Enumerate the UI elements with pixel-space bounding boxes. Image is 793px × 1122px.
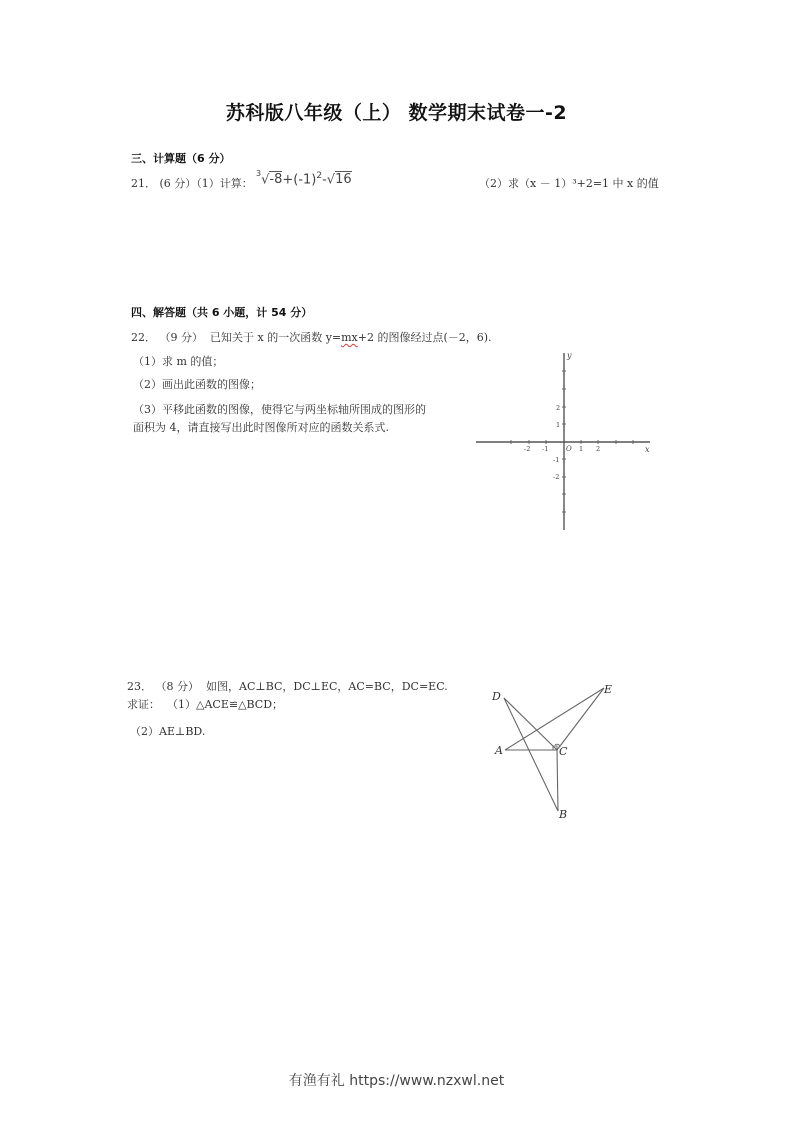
q22-part2: （2）画出此函数的图像； — [133, 378, 261, 391]
q22-stem-mx: mx — [341, 331, 358, 344]
y-axis-label: y — [567, 351, 572, 360]
geometry-figure — [480, 675, 630, 825]
segment-DC — [504, 698, 557, 750]
segment-AE — [505, 688, 604, 750]
point-D-label: D — [492, 690, 501, 703]
sqrt-radicand: 16 — [335, 172, 352, 188]
footer-watermark: 有渔有礼 https://www.nzxwl.net — [288, 1073, 505, 1089]
segment-CB — [557, 750, 558, 811]
point-C-label: C — [559, 745, 568, 758]
x-tick-1: 1 — [579, 445, 584, 453]
q23-part1: （1）△ACE≌△BCD； — [167, 698, 284, 711]
q22-part1: （1）求 m 的值； — [133, 355, 224, 368]
section-3-heading: 三、计算题（6 分） — [131, 152, 231, 165]
q23-score: （8 分） — [155, 680, 199, 693]
q21-score: (6 分） — [159, 177, 197, 190]
document-title: 苏科版八年级（上） 数学期末试卷一-2 — [225, 102, 568, 124]
q22-stem-after: +2 的图像经过点(－2，6). — [357, 331, 492, 344]
section-4-heading: 四、解答题（共 6 小题，计 54 分） — [131, 306, 313, 319]
cuberoot-index: 3 — [256, 169, 262, 178]
point-B-label: B — [559, 808, 568, 821]
radical-sign-icon: √ — [326, 172, 336, 188]
q22-number: 22． — [131, 331, 156, 344]
x-tick--2: -2 — [524, 445, 531, 453]
expr-middle: +(-1) — [282, 172, 317, 188]
q22-stem-before: 已知关于 x 的一次函数 y= — [210, 331, 342, 344]
q23-number: 23． — [127, 680, 152, 693]
radical-sign-icon: √ — [261, 172, 270, 188]
q22-part3-line1: （3）平移此函数的图像，使得它与两坐标轴所围成的图形的 — [133, 403, 426, 416]
origin-label: O — [566, 445, 572, 453]
cuberoot-radicand: -8 — [269, 172, 283, 188]
q22-part3-line2: 面积为 4，请直接写出此时图像所对应的函数关系式. — [133, 421, 389, 434]
q21-part1-label: （1）计算： — [196, 177, 253, 190]
expr-minus: - — [322, 172, 327, 188]
point-A-label: A — [495, 744, 503, 757]
x-tick-2: 2 — [596, 445, 601, 453]
segment-DB — [504, 698, 558, 811]
x-axis-label: x — [645, 445, 650, 454]
question-23-stem — [127, 678, 448, 694]
q23-prove-label: 求证： — [127, 698, 160, 711]
x-tick--1: -1 — [542, 445, 549, 453]
q21-number: 21． — [131, 177, 156, 190]
q23-prove-line — [127, 696, 283, 712]
coordinate-plane — [470, 345, 660, 535]
y-tick-1: 1 — [556, 421, 561, 429]
y-tick--2: -2 — [553, 473, 560, 481]
q21-part2: （2）求（x － 1）³+2=1 中 x 的值 — [479, 177, 659, 190]
q22-score: （9 分） — [159, 331, 203, 344]
point-E-label: E — [604, 683, 613, 696]
y-tick--1: -1 — [553, 456, 560, 464]
q21-part1-expression — [256, 171, 352, 187]
question-22-stem — [131, 329, 492, 345]
question-21 — [131, 175, 253, 191]
q23-part2: （2）AE⊥BD. — [130, 725, 206, 738]
y-tick-2: 2 — [556, 404, 561, 412]
expr-exponent: 2 — [316, 171, 323, 181]
segment-CE — [557, 688, 604, 750]
q23-stem-text: 如图，AC⊥BC，DC⊥EC，AC=BC，DC=EC. — [206, 680, 448, 693]
